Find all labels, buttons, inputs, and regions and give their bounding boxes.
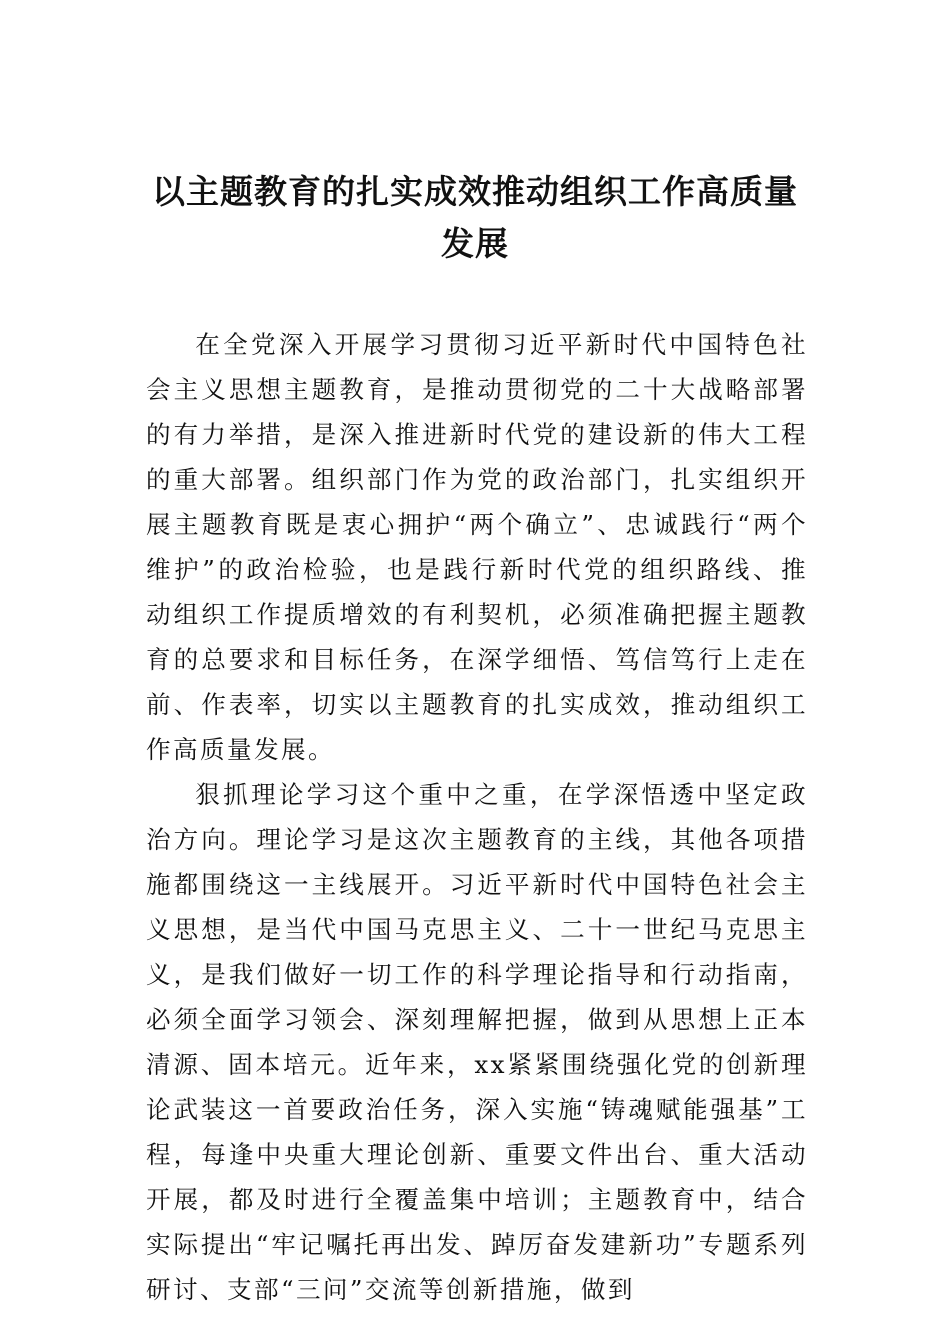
- paragraph-intro: 在全党深入开展学习贯彻习近平新时代中国特色社会主义思想主题教育，是推动贯彻党的二十大战略部署的有力举措，是深入推进新时代党的建设新的伟大工程的重大部署。组织部门作为党的政治部门，扎实组织开展主题教育既是衷心拥护“两个确立”、忠诚践行“两个维护”的政治检验，也是践行新时代党的组织路线、推动组织工作提质增效的有利契机，必须准确把握主题教育的总要求和目标任务，在深学细悟、笃信笃行上走在前、作表率，切实以主题教育的扎实成效，推动组织工作高质量发展。: [146, 330, 808, 764]
- document-body: [146, 322, 808, 1312]
- document-title: 以主题教育的扎实成效推动组织工作高质量发展: [152, 172, 798, 263]
- paragraph-theory-study: 狠抓理论学习这个重中之重，在学深悟透中坚定政治方向。理论学习是这次主题教育的主线，其他各项措施都围绕这一主线展开。习近平新时代中国特色社会主义思想，是当代中国马克思主义、二十一世纪马克思主义，是我们做好一切工作的科学理论指导和行动指南，必须全面学习领会、深刻理解把握，做到从思想上正本清源、固本培元。近年来，xx紧紧围绕强化党的创新理论武装这一首要政治任务，深入实施“铸魂赋能强基”工程，每逢中央重大理论创新、重要文件出台、重大活动开展，都及时进行全覆盖集中培训；主题教育中，结合实际提出“牢记嘱托再出发、踔厉奋发建新功”专题系列研讨、支部“三问”交流等创新措施，做到: [146, 780, 808, 1304]
